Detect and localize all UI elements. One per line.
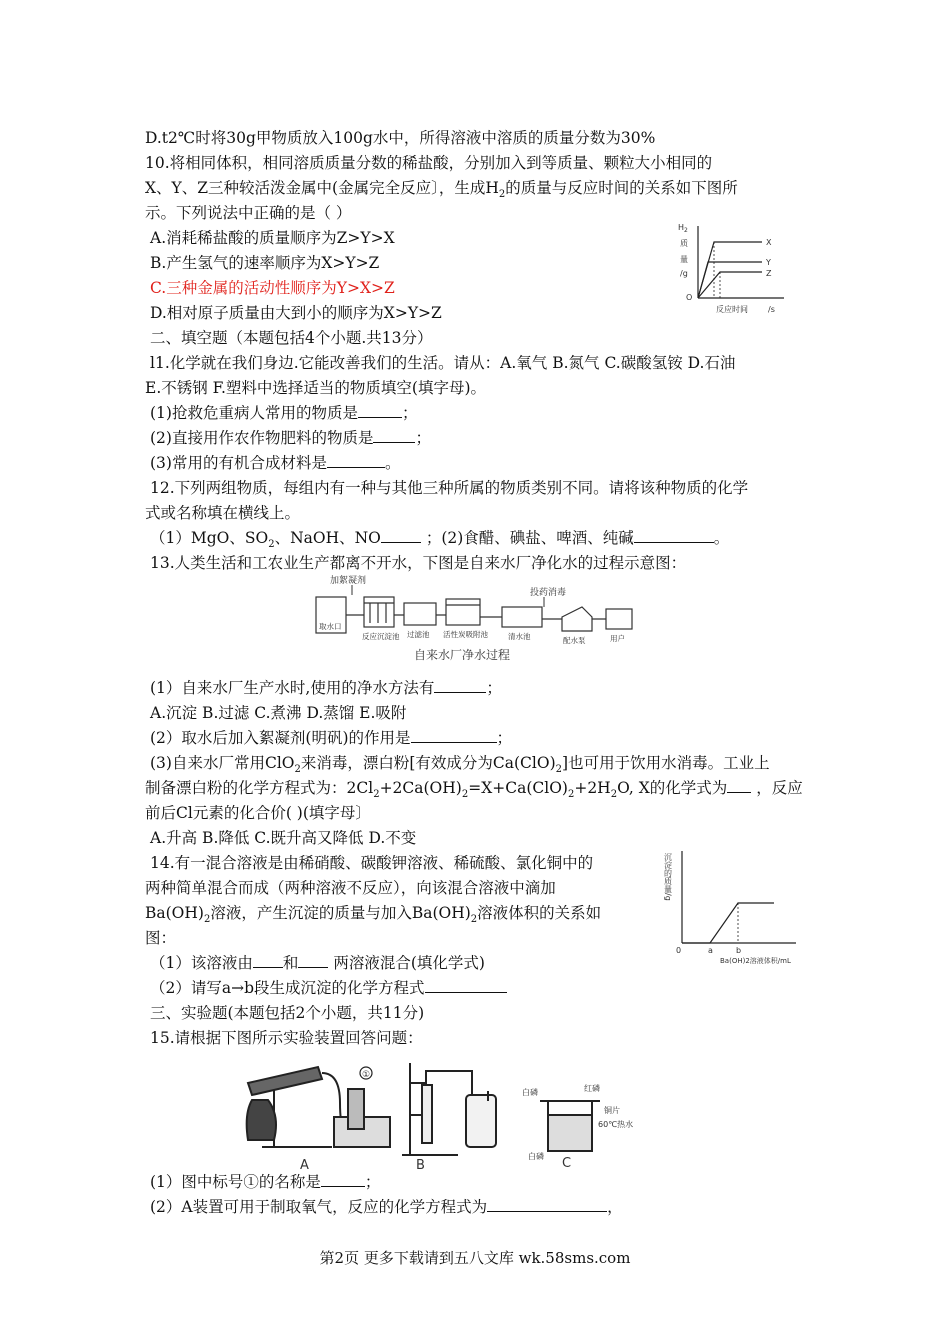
- q10-option-c: C.三种金属的活动性顺序为Y>X>Z: [150, 279, 395, 297]
- legend-y: Y: [766, 258, 771, 267]
- q13-part-2: (2）取水后加入絮凝剂(明矾)的作用是 ；: [150, 729, 513, 747]
- marker-label: ①: [361, 1070, 371, 1080]
- label-a: A: [300, 1158, 309, 1173]
- q14-stem-1: 14.有一混合溶液是由稀硝酸、碳酸钾溶液、稀硫酸、氯化铜中的: [150, 854, 594, 872]
- label-c: C: [562, 1156, 572, 1171]
- section-3-heading: 三、实验题(本题包括2个小题，共11分): [150, 1004, 425, 1022]
- answer-blank[interactable]: [321, 1172, 365, 1187]
- q13-options: A.沉淀 B.过滤 C.煮沸 D.蒸馏 E.吸附: [150, 704, 407, 722]
- water-caption: 自来水厂净水过程: [414, 648, 511, 662]
- c-red-p: 红磷: [584, 1084, 600, 1093]
- answer-blank[interactable]: [373, 428, 415, 443]
- answer-blank[interactable]: [634, 528, 714, 543]
- box-filter: 过滤池: [407, 630, 430, 639]
- box-intake: 取水口: [319, 622, 342, 631]
- box-sedimentation: 反应沉淀池: [362, 632, 400, 641]
- answer-blank[interactable]: [425, 978, 507, 993]
- c-white-p-2: 白磷: [528, 1152, 544, 1161]
- q14-stem-2: 两种简单混合而成（两种溶液不反应），向该混合溶液中滴加: [145, 879, 556, 897]
- series-line-z: [698, 272, 762, 298]
- q11-stem-2: E.不锈钢 F.塑料中选择适当的物质填空(填字母)。: [145, 379, 487, 397]
- q10-option-a: A.消耗稀盐酸的质量顺序为Z>Y>X: [150, 229, 395, 247]
- apparatus-diagram: [238, 1055, 658, 1173]
- x-label: Ba(OH)2溶液体积/mL: [720, 957, 791, 965]
- q12-stem-1: 12.下列两组物质，每组内有一种与其他三种所属的物质类别不同。请将该种物质的化学: [150, 479, 749, 497]
- page-footer: 第2页 更多下载请到五八文库 wk.58sms.com: [319, 1249, 631, 1267]
- h2-mass-chart: [672, 220, 794, 316]
- y-label: 沉淀的质量/g: [663, 853, 673, 901]
- box-clear-water: 清水池: [508, 632, 531, 641]
- q13-part-3-line2: 制备漂白粉的化学方程式为：$2Cl_2+2Ca(OH)_2=X+Ca(ClO)_2+2H_2O$, X的化学式为 ，反应: [145, 779, 803, 801]
- q14-stem-4: 图：: [145, 929, 177, 947]
- c-white-p: 白磷: [522, 1088, 538, 1097]
- answer-blank[interactable]: [487, 1197, 607, 1212]
- precipitate-chart: [656, 845, 808, 965]
- y-unit: /g: [680, 269, 688, 278]
- q15-part-2: (2）A装置可用于制取氧气，反应的化学方程式为 ，: [150, 1198, 623, 1216]
- box-carbon: 活性炭吸附池: [443, 630, 488, 639]
- q10-option-d: D.相对原子质量由大到小的顺序为X>Y>Z: [150, 304, 442, 322]
- q12-stem-2: 式或名称填在横线上。: [145, 504, 301, 522]
- flocculant-label: 加絮凝剂: [330, 576, 367, 586]
- q15-stem: 15.请根据下图所示实验装置回答问题：: [150, 1029, 423, 1047]
- label-b: B: [416, 1158, 425, 1173]
- precipitate-line: [682, 903, 774, 943]
- x-unit: /s: [768, 305, 775, 314]
- q11-part-2: (2)直接用作农作物肥料的物质是 ；: [150, 429, 431, 447]
- x-label: 反应时间: [716, 305, 748, 314]
- q13-part-3-line1: (3)自来水厂常用ClO$_2$来消毒，漂白粉[有效成分为$Ca(ClO)_2$]也可用于饮用水消毒。工业上: [150, 754, 770, 776]
- disinfect-label: 投药消毒: [530, 588, 567, 598]
- y-label-char-1: 质: [680, 239, 688, 248]
- q11-part-3: (3)常用的有机合成材料是 。: [150, 454, 401, 472]
- q14-stem-3: $Ba(OH)_2$溶液，产生沉淀的质量与加入$Ba(OH)_2$溶液体积的关系如: [145, 904, 602, 926]
- x-tick-b: b: [736, 946, 742, 955]
- x-tick-a: a: [708, 946, 713, 955]
- q15-part-1: (1）图中标号①的名称是 ；: [150, 1173, 381, 1191]
- q11-part-1: (1)抢救危重病人常用的物质是 ；: [150, 404, 418, 422]
- legend-z: Z: [766, 269, 772, 278]
- answer-blank[interactable]: [434, 678, 486, 693]
- q10-option-b: B.产生氢气的速率顺序为X>Y>Z: [150, 254, 380, 272]
- box-pump: 配水泵: [563, 636, 586, 645]
- answer-blank[interactable]: [727, 778, 751, 793]
- q10-stem-3: 示。下列说法中正确的是（ ）: [145, 204, 352, 222]
- q13-part-1: (1）自来水厂生产水时,使用的净水方法有 ；: [150, 679, 502, 697]
- x-tick-0: 0: [676, 946, 682, 955]
- q14-part-2: （2）请写a→b段生成沉淀的化学方程式: [150, 978, 507, 998]
- q13-part-3-options: A.升高 B.降低 C.既升高又降低 D.不变: [150, 829, 417, 847]
- answer-blank[interactable]: [327, 453, 385, 468]
- c-copper: 铜片: [604, 1106, 620, 1115]
- section-2-heading: 二、填空题（本题包括4个小题.共13分）: [150, 329, 433, 347]
- q14-part-1: （1）该溶液由 和 两溶液混合(填化学式): [150, 954, 485, 972]
- water-treatment-diagram: [312, 573, 642, 665]
- answer-blank[interactable]: [253, 953, 283, 968]
- legend-x: X: [766, 238, 772, 247]
- q10-stem-2: X、Y、Z三种较活泼金属中(金属完全反应〕，生成$H_2$的质量与反应时间的关系如下图所: [145, 179, 738, 201]
- series-line-y: [698, 262, 762, 298]
- box-user: 用户: [610, 634, 625, 643]
- option-d-q9: D.t2℃时将30g甲物质放入100g水中，所得溶液中溶质的质量分数为30%: [145, 129, 656, 147]
- q11-stem-1: l1.化学就在我们身边.它能改善我们的生活。请从：A.氧气 B.氮气 C.碳酸氢铵 D.石油: [150, 354, 736, 372]
- answer-blank[interactable]: [411, 728, 497, 743]
- q10-stem-1: 10.将相同体积，相同溶质质量分数的稀盐酸，分别加入到等质量、颗粒大小相同的: [145, 154, 713, 172]
- origin-label: O: [686, 293, 693, 302]
- q13-stem: 13.人类生活和工农业生产都离不开水，下图是自来水厂净化水的过程示意图：: [150, 554, 687, 572]
- q13-part-3-line3: 前后Cl元素的化合价( )(填字母〕: [145, 804, 371, 822]
- y-label-top: $H_2$: [678, 223, 688, 234]
- answer-blank[interactable]: [381, 528, 421, 543]
- answer-blank[interactable]: [298, 953, 328, 968]
- series-line-x: [698, 242, 762, 298]
- answer-blank[interactable]: [358, 403, 402, 418]
- c-hot-water: 60℃热水: [598, 1120, 634, 1129]
- y-label-char-2: 量: [680, 255, 688, 264]
- q12-parts: （1）MgO、$SO_2$、NaOH、NO ；(2)食醋、碘盐、啤酒、纯碱 。: [150, 529, 730, 551]
